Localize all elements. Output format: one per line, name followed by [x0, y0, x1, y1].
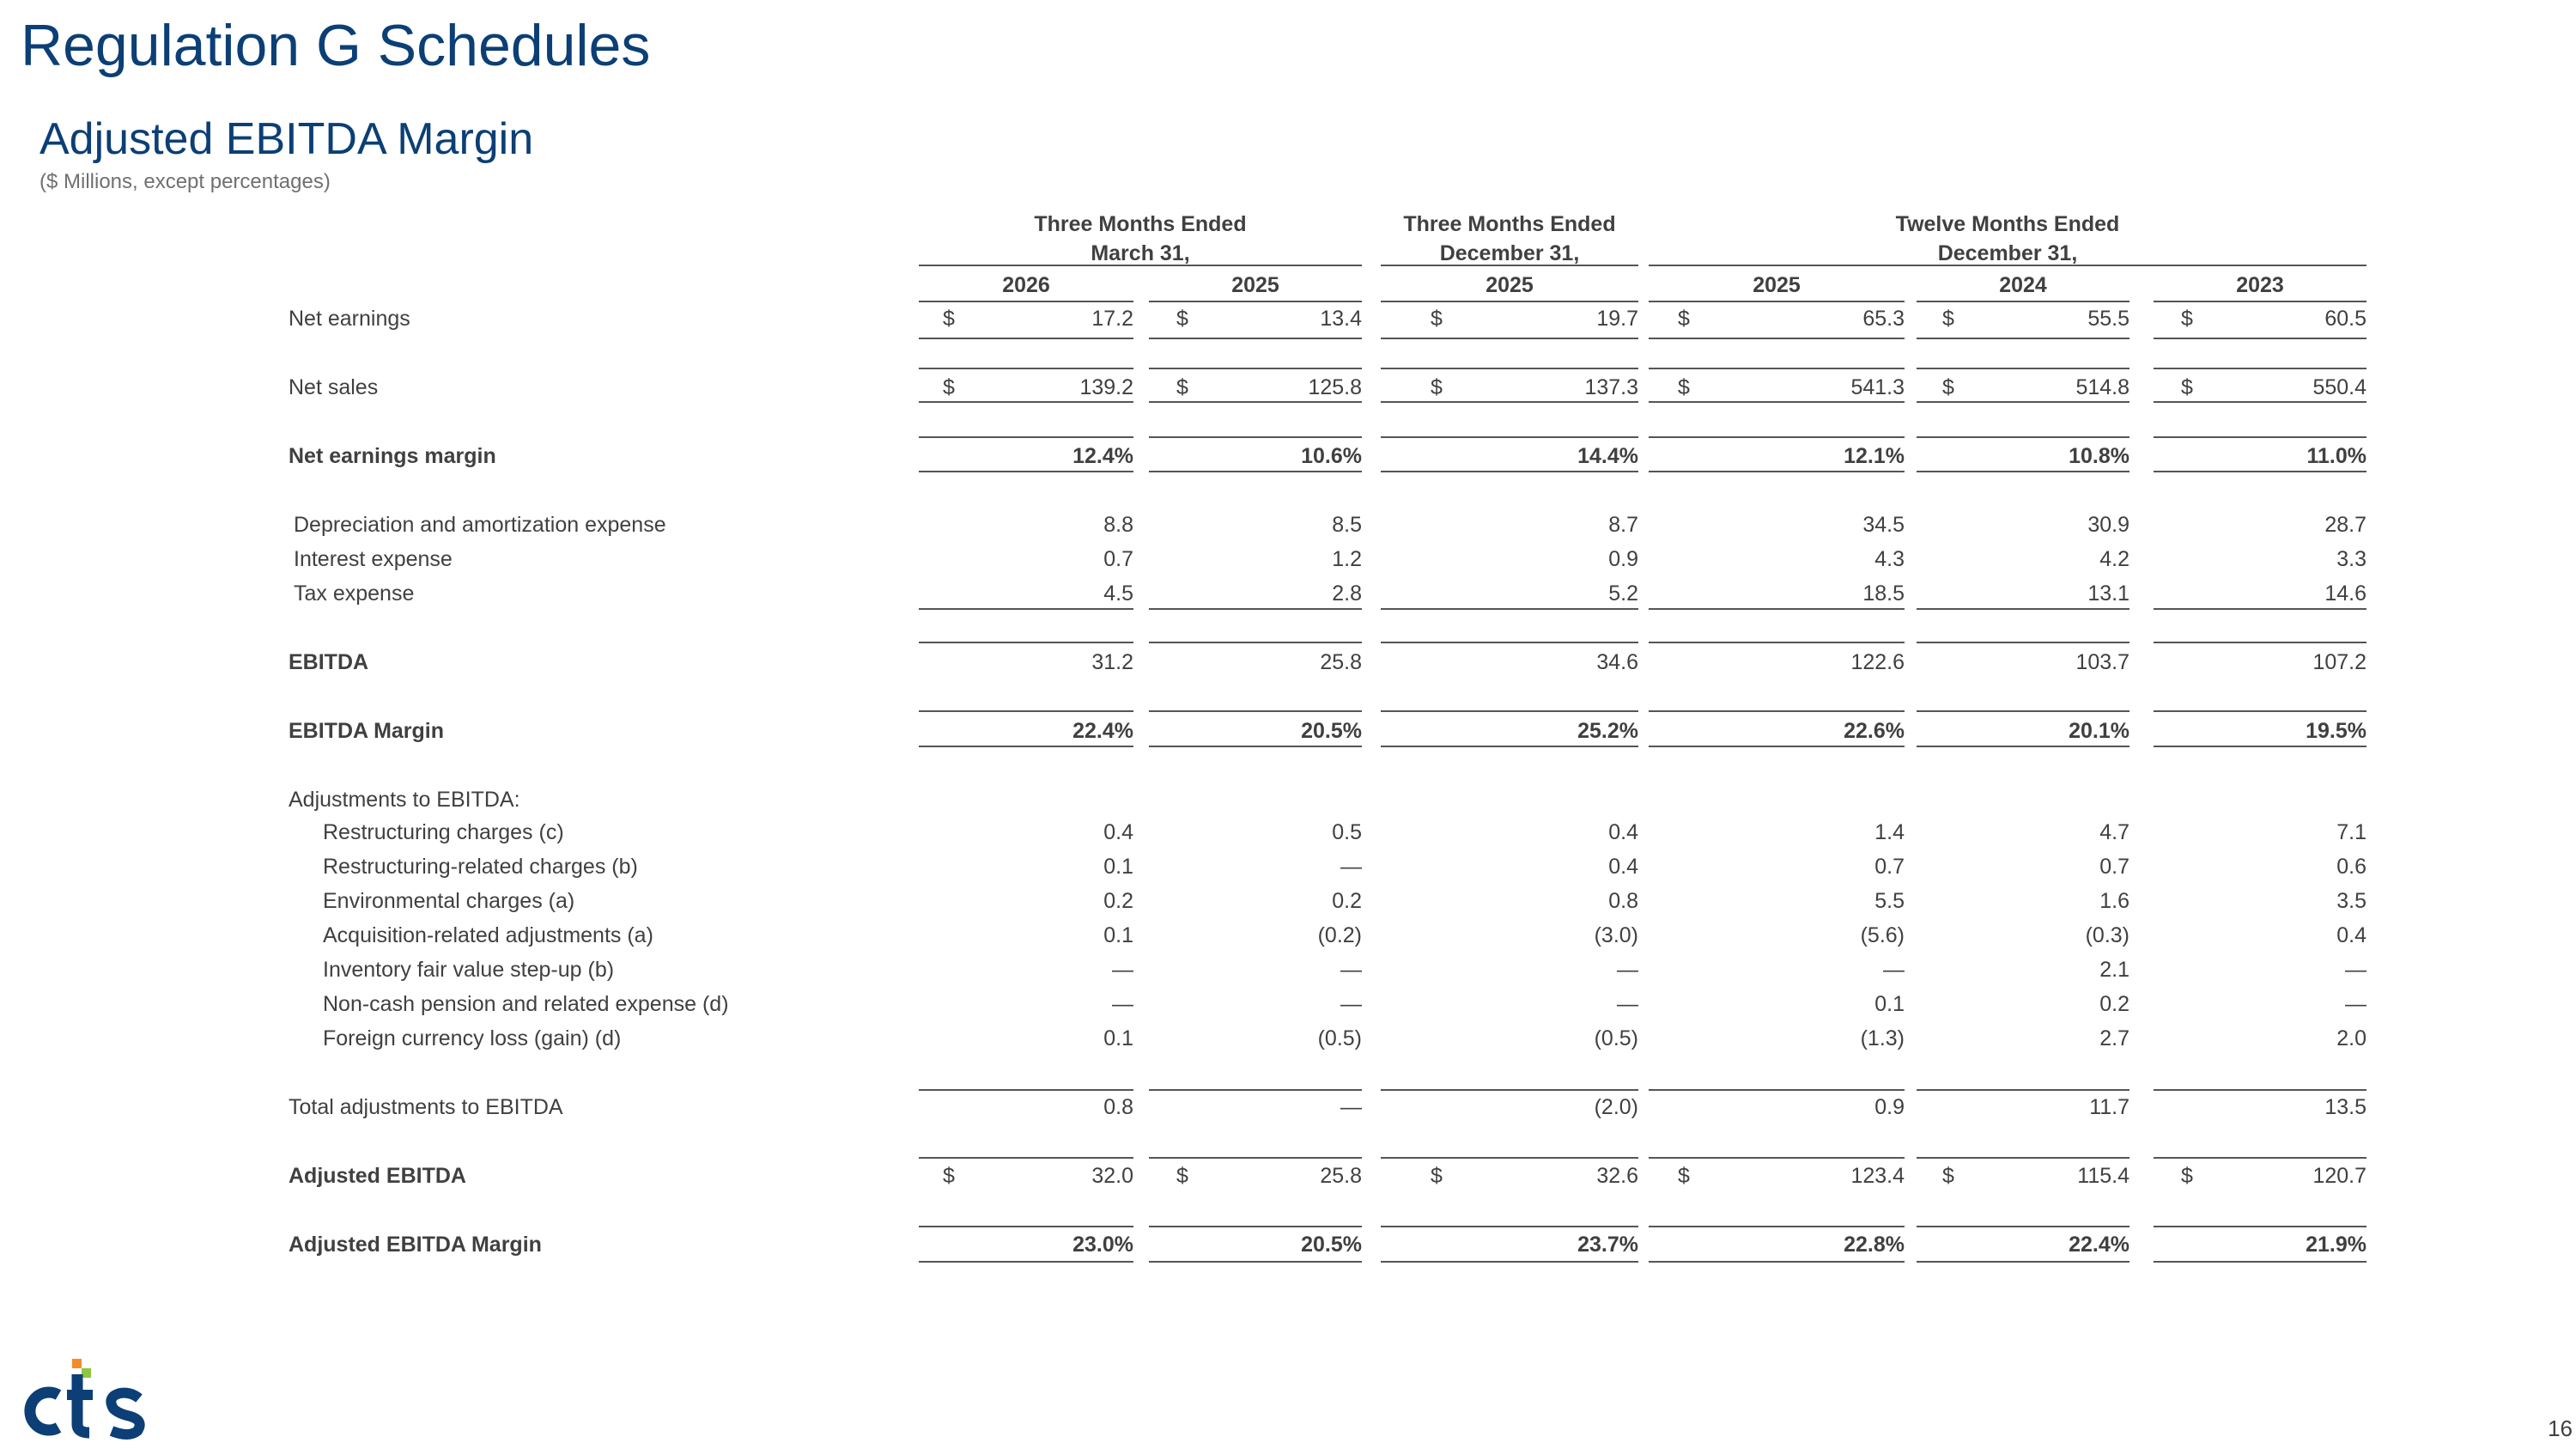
year-header: 2025 [1485, 273, 1534, 297]
table-cell: 20.1% [2069, 719, 2129, 743]
table-cell: 22.6% [1844, 719, 1905, 743]
row-rule [1917, 471, 2129, 472]
section-title: Adjusted EBITDA Margin [39, 114, 534, 164]
table-cell: 23.7% [1577, 1233, 1638, 1257]
table-cell: 28.7 [2324, 513, 2366, 537]
table-cell: 0.6 [2336, 855, 2366, 879]
row-label: Restructuring-related charges (b) [323, 855, 638, 879]
table-cell: 0.7 [2099, 855, 2129, 879]
row-rule [1149, 1226, 1362, 1227]
row-rule [1649, 368, 1905, 369]
table-cell: — [1340, 958, 1362, 982]
row-rule [2154, 1157, 2366, 1159]
row-rule [1149, 471, 1362, 472]
table-cell: 3.3 [2336, 547, 2366, 571]
row-rule [1381, 436, 1638, 438]
table-cell: 4.7 [2099, 820, 2129, 844]
row-rule [1149, 1089, 1362, 1091]
row-rule [1149, 338, 1362, 339]
table-cell: 2.1 [2099, 958, 2129, 982]
row-rule [1381, 642, 1638, 643]
table-cell: 12.1% [1844, 444, 1905, 468]
table-cell: 0.4 [2336, 923, 2366, 947]
table-cell: 2.0 [2336, 1026, 2366, 1050]
year-header-underline [919, 301, 1133, 302]
row-rule [1649, 1089, 1905, 1091]
table-cell: 3.5 [2336, 889, 2366, 913]
table-cell: 0.5 [1332, 820, 1362, 844]
row-label: Adjustments to EBITDA: [289, 788, 520, 812]
table-cell: — [1112, 992, 1133, 1016]
row-label: Interest expense [294, 547, 453, 571]
table-cell: 0.2 [2099, 992, 2129, 1016]
logo-t [77, 1374, 89, 1433]
table-cell: 14.4% [1577, 444, 1638, 468]
table-cell: 0.7 [1103, 547, 1133, 571]
table-cell: 0.1 [1874, 992, 1905, 1016]
table-cell: 32.0 [1091, 1164, 1133, 1188]
table-cell: 122.6 [1850, 650, 1905, 674]
table-cell: (0.3) [2085, 923, 2129, 947]
row-rule [919, 1089, 1133, 1091]
table-cell: 103.7 [2075, 650, 2129, 674]
row-rule [1917, 338, 2129, 339]
row-rule [919, 710, 1133, 712]
row-rule [919, 401, 1133, 403]
table-cell: 2.8 [1332, 581, 1362, 606]
year-header: 2024 [1999, 273, 2047, 297]
table-cell: 0.4 [1608, 855, 1638, 879]
table-cell: 12.4% [1072, 444, 1133, 468]
year-header-underline [1149, 301, 1362, 302]
row-rule [1649, 1226, 1905, 1227]
table-cell: 0.8 [1608, 889, 1638, 913]
row-rule [919, 642, 1133, 643]
row-rule [1649, 401, 1905, 403]
table-cell: 514.8 [2075, 375, 2129, 399]
dollar-sign: $ [943, 1164, 955, 1188]
table-cell: 13.1 [2087, 581, 2129, 606]
column-group-line2: December 31, [1937, 241, 2078, 265]
column-group-underline [1649, 265, 2366, 266]
table-cell: 1.6 [2099, 889, 2129, 913]
table-cell: 22.4% [2069, 1233, 2129, 1257]
dollar-sign: $ [943, 307, 955, 331]
row-rule [1381, 710, 1638, 712]
table-cell: 107.2 [2312, 650, 2366, 674]
table-cell: 21.9% [2306, 1233, 2366, 1257]
dollar-sign: $ [1176, 1164, 1188, 1188]
table-cell: 0.1 [1103, 855, 1133, 879]
table-cell: 0.1 [1103, 1026, 1133, 1050]
row-rule [1149, 1157, 1362, 1159]
table-cell: 0.1 [1103, 923, 1133, 947]
row-rule [2154, 608, 2366, 610]
row-rule [919, 436, 1133, 438]
table-cell: — [1340, 992, 1362, 1016]
table-cell: — [1617, 992, 1638, 1016]
table-cell: 4.5 [1103, 581, 1133, 606]
table-cell: 34.5 [1862, 513, 1905, 537]
row-rule [2154, 1261, 2366, 1263]
page-number: 16 [2548, 1416, 2573, 1441]
row-label: Tax expense [294, 581, 415, 606]
table-cell: 0.7 [1874, 855, 1905, 879]
dollar-sign: $ [1942, 375, 1954, 399]
year-header-underline [1381, 301, 1638, 302]
row-rule [1381, 1089, 1638, 1091]
dollar-sign: $ [1678, 307, 1690, 331]
table-cell: 115.4 [2077, 1164, 2129, 1188]
table-cell: 0.4 [1608, 820, 1638, 844]
dollar-sign: $ [1431, 307, 1443, 331]
dollar-sign: $ [1431, 375, 1443, 399]
table-cell: 5.2 [1608, 581, 1638, 606]
row-label: Restructuring charges (c) [323, 820, 564, 844]
table-cell: 8.7 [1608, 513, 1638, 537]
table-cell: 18.5 [1862, 581, 1905, 606]
row-rule [2154, 368, 2366, 369]
year-header-underline [2154, 301, 2366, 302]
row-rule [2154, 401, 2366, 403]
row-rule [1381, 401, 1638, 403]
column-group-header [1649, 210, 2366, 268]
row-rule [1917, 1261, 2129, 1263]
row-label: Net earnings margin [289, 444, 496, 468]
table-cell: 125.8 [1308, 375, 1362, 399]
row-rule [2154, 746, 2366, 747]
row-rule [1149, 710, 1362, 712]
table-cell: — [1340, 855, 1362, 879]
table-cell: 30.9 [2087, 513, 2129, 537]
column-group-underline [919, 265, 1362, 266]
logo-c [30, 1392, 58, 1430]
row-rule [919, 1157, 1133, 1159]
row-rule [2154, 642, 2366, 643]
table-cell: 19.5% [2306, 719, 2366, 743]
row-rule [919, 368, 1133, 369]
table-cell: 31.2 [1091, 650, 1133, 674]
row-rule [919, 1261, 1133, 1263]
table-cell: 1.2 [1332, 547, 1362, 571]
column-group-underline [1381, 265, 1638, 266]
table-cell: 65.3 [1862, 307, 1905, 331]
table-cell: (5.6) [1860, 923, 1905, 947]
table-cell: 13.5 [2324, 1095, 2366, 1119]
row-rule [1149, 746, 1362, 747]
table-cell: 123.4 [1850, 1164, 1905, 1188]
table-cell: — [2345, 958, 2366, 982]
table-cell: 120.7 [2312, 1164, 2366, 1188]
row-rule [1381, 1261, 1638, 1263]
row-label: Environmental charges (a) [323, 889, 575, 913]
row-rule [2154, 338, 2366, 339]
table-cell: 4.2 [2099, 547, 2129, 571]
year-header-underline [1917, 301, 2129, 302]
dollar-sign: $ [1176, 375, 1188, 399]
row-rule [1917, 1157, 2129, 1159]
table-cell: 11.0% [2306, 444, 2366, 468]
table-cell: (0.2) [1317, 923, 1362, 947]
row-rule [2154, 710, 2366, 712]
table-cell: (2.0) [1594, 1095, 1638, 1119]
row-rule [1381, 746, 1638, 747]
table-cell: 20.5% [1301, 1233, 1362, 1257]
table-cell: 25.8 [1320, 1164, 1362, 1188]
table-cell: 541.3 [1850, 375, 1905, 399]
year-header: 2023 [2236, 273, 2284, 297]
row-rule [1149, 608, 1362, 610]
row-rule [919, 471, 1133, 472]
dollar-sign: $ [1942, 1164, 1954, 1188]
table-cell: 17.2 [1091, 307, 1133, 331]
year-header: 2025 [1753, 273, 1801, 297]
row-rule [919, 1226, 1133, 1227]
row-rule [1381, 1226, 1638, 1227]
row-label: Foreign currency loss (gain) (d) [323, 1026, 622, 1050]
row-label: Non-cash pension and related expense (d) [323, 992, 729, 1016]
column-group-line2: December 31, [1439, 241, 1580, 265]
row-rule [1149, 368, 1362, 369]
row-rule [1649, 471, 1905, 472]
table-cell: (0.5) [1594, 1026, 1638, 1050]
table-cell: 8.5 [1332, 513, 1362, 537]
year-header: 2026 [1002, 273, 1050, 297]
row-rule [1649, 1261, 1905, 1263]
column-group-line1: Three Months Ended [1034, 212, 1247, 236]
table-cell: 20.5% [1301, 719, 1362, 743]
column-group-line1: Twelve Months Ended [1895, 212, 2120, 236]
table-cell: (1.3) [1860, 1026, 1905, 1050]
table-cell: 0.4 [1103, 820, 1133, 844]
column-group-line1: Three Months Ended [1403, 212, 1616, 236]
dollar-sign: $ [2181, 307, 2193, 331]
table-cell: — [1112, 958, 1133, 982]
table-cell: 0.8 [1103, 1095, 1133, 1119]
row-rule [1917, 746, 2129, 747]
table-cell: 0.2 [1103, 889, 1133, 913]
row-rule [1917, 1226, 2129, 1227]
row-rule [2154, 1226, 2366, 1227]
column-group-header [919, 210, 1362, 268]
table-cell: — [2345, 992, 2366, 1016]
row-rule [1381, 1157, 1638, 1159]
row-rule [1917, 710, 2129, 712]
table-cell: 22.8% [1844, 1233, 1905, 1257]
dollar-sign: $ [1678, 375, 1690, 399]
page-title: Regulation G Schedules [21, 13, 651, 78]
table-cell: 8.8 [1103, 513, 1133, 537]
table-cell: 34.6 [1596, 650, 1638, 674]
table-cell: 55.5 [2087, 307, 2129, 331]
table-cell: 25.8 [1320, 650, 1362, 674]
row-rule [2154, 471, 2366, 472]
row-label: Total adjustments to EBITDA [289, 1095, 563, 1119]
table-cell: 550.4 [2312, 375, 2366, 399]
table-cell: 14.6 [2324, 581, 2366, 606]
row-rule [1917, 1089, 2129, 1091]
dollar-sign: $ [2181, 375, 2193, 399]
dollar-sign: $ [1942, 307, 1954, 331]
dollar-sign: $ [1176, 307, 1188, 331]
table-cell: 139.2 [1079, 375, 1133, 399]
logo-orange-square [72, 1359, 82, 1368]
table-cell: 23.0% [1072, 1233, 1133, 1257]
row-label: Adjusted EBITDA Margin [289, 1233, 542, 1257]
row-rule [1649, 1157, 1905, 1159]
row-label: EBITDA Margin [289, 719, 445, 743]
table-cell: 22.4% [1072, 719, 1133, 743]
year-header-underline [1649, 301, 1905, 302]
table-cell: 0.9 [1874, 1095, 1905, 1119]
row-rule [1649, 436, 1905, 438]
table-cell: 4.3 [1874, 547, 1905, 571]
table-cell: 10.6% [1301, 444, 1362, 468]
table-cell: 0.2 [1332, 889, 1362, 913]
table-cell: 5.5 [1874, 889, 1905, 913]
row-rule [919, 608, 1133, 610]
row-rule [1649, 642, 1905, 643]
cts-logo [17, 1359, 155, 1441]
column-group-header [1381, 210, 1638, 268]
row-rule [1649, 746, 1905, 747]
row-rule [1917, 401, 2129, 403]
table-cell: 10.8% [2069, 444, 2129, 468]
row-rule [1649, 710, 1905, 712]
table-cell: 137.3 [1584, 375, 1638, 399]
row-label: Acquisition-related adjustments (a) [323, 923, 653, 947]
row-rule [1917, 642, 2129, 643]
table-cell: 32.6 [1596, 1164, 1638, 1188]
row-label: Depreciation and amortization expense [294, 513, 666, 537]
logo-green-square [82, 1368, 91, 1378]
row-rule [1149, 1261, 1362, 1263]
table-cell: 25.2% [1577, 719, 1638, 743]
logo-s [111, 1393, 139, 1434]
row-rule [2154, 1089, 2366, 1091]
row-label: Adjusted EBITDA [289, 1164, 466, 1188]
table-cell: — [1617, 958, 1638, 982]
row-rule [1149, 401, 1362, 403]
row-rule [1917, 608, 2129, 610]
table-cell: — [1883, 958, 1905, 982]
column-group-line2: March 31, [1091, 241, 1190, 265]
table-cell: 1.4 [1874, 820, 1905, 844]
dollar-sign: $ [2181, 1164, 2193, 1188]
units-note: ($ Millions, except percentages) [39, 170, 331, 193]
table-cell: 7.1 [2336, 820, 2366, 844]
table-cell: — [1340, 1095, 1362, 1119]
row-rule [1649, 608, 1905, 610]
row-rule [1381, 471, 1638, 472]
dollar-sign: $ [943, 375, 955, 399]
dollar-sign: $ [1678, 1164, 1690, 1188]
dollar-sign: $ [1431, 1164, 1443, 1188]
row-rule [1381, 368, 1638, 369]
row-rule [1149, 642, 1362, 643]
table-cell: 2.7 [2099, 1026, 2129, 1050]
row-rule [919, 338, 1133, 339]
table-cell: (0.5) [1317, 1026, 1362, 1050]
row-rule [1917, 368, 2129, 369]
row-rule [1381, 338, 1638, 339]
row-rule [1917, 436, 2129, 438]
table-cell: 19.7 [1596, 307, 1638, 331]
year-header: 2025 [1231, 273, 1279, 297]
row-rule [1149, 436, 1362, 438]
row-label: Net earnings [289, 307, 410, 331]
table-cell: 0.9 [1608, 547, 1638, 571]
row-rule [919, 746, 1133, 747]
row-rule [1649, 338, 1905, 339]
row-label: Net sales [289, 375, 379, 399]
row-rule [2154, 436, 2366, 438]
row-rule [1381, 608, 1638, 610]
table-cell: 60.5 [2324, 307, 2366, 331]
table-cell: 13.4 [1320, 307, 1362, 331]
table-cell: 11.7 [2089, 1095, 2129, 1119]
row-label: Inventory fair value step-up (b) [323, 958, 615, 982]
row-label: EBITDA [289, 650, 369, 674]
table-cell: (3.0) [1594, 923, 1638, 947]
